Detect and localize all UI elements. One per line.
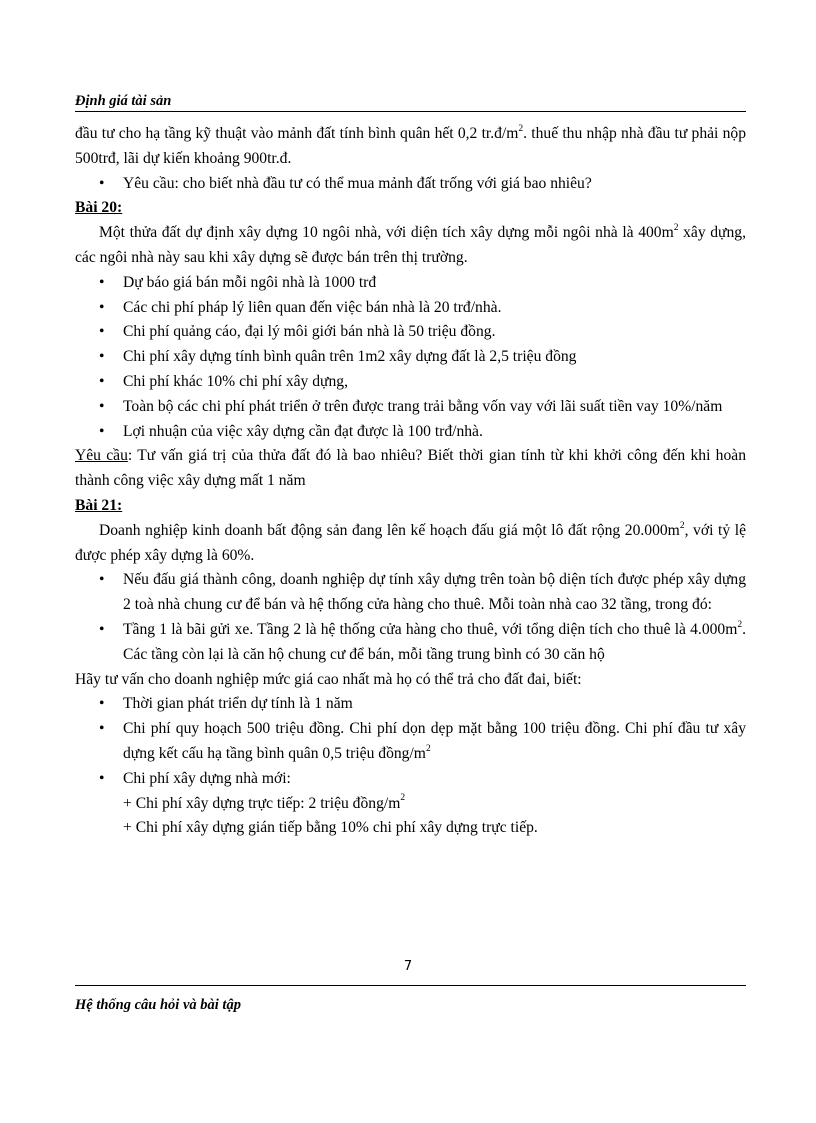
intro-bullet: • Yêu cầu: cho biết nhà đầu tư có thể mua mảnh đất trống với giá bao nhiêu? bbox=[75, 172, 746, 197]
intro-paragraph: đầu tư cho hạ tầng kỹ thuật vào mảnh đất tính bình quân hết 0,2 $tr.đ/m^2$. thuế thu nhập nhà đầu tư phải nộp 500trđ, lãi dự kiến khoảng 900tr.đ. bbox=[75, 123, 746, 167]
bai20-title: Bài 20: bbox=[75, 199, 123, 217]
list-item: • Chi phí quy hoạch 500 triệu đồng. Chi phí dọn dẹp mặt bằng 100 triệu đồng. Chi phí đầu tư xây dựng kết cấu hạ tầng bình quân 0,5 triệu đồng/$m^2$ bbox=[75, 717, 746, 767]
bullet-glyph: • bbox=[99, 323, 105, 341]
list-item: • Nếu đấu giá thành công, doanh nghiệp dự tính xây dựng trên toàn bộ diện tích được phép xây dựng 2 toà nhà chung cư để bán và hệ thống cửa hàng cho thuê. Mỗi toàn nhà cao 32 tầng, trong đó: bbox=[75, 568, 746, 618]
list-item: • Các chi phí pháp lý liên quan đến việc bán nhà là 20 trđ/nhà. bbox=[75, 296, 746, 321]
list-item: • Toàn bộ các chi phí phát triển ở trên được trang trải bằng vốn vay với lãi suất tiền vay 10%/năm bbox=[75, 395, 746, 420]
bai20-paragraph: Một thửa đất dự định xây dựng 10 ngôi nhà, với diện tích xây dựng mỗi ngôi nhà là $400m^2$ xây dựng, các ngôi nhà này sau khi xây dựng sẽ được bán trên thị trường. bbox=[75, 223, 746, 266]
sub-item: + Chi phí xây dựng gián tiếp bằng 10% chi phí xây dựng trực tiếp. bbox=[123, 819, 538, 837]
list-item: • Chi phí khác 10% chi phí xây dựng, bbox=[75, 370, 746, 395]
page-number: 7 bbox=[403, 959, 413, 974]
bullet-glyph: • bbox=[99, 571, 105, 589]
bai21-ask: Hãy tư vấn cho doanh nghiệp mức giá cao nhất mà họ có thể trả cho đất đai, biết: bbox=[75, 670, 582, 688]
page-body bbox=[75, 122, 746, 841]
list-item: • Thời gian phát triển dự tính là 1 năm bbox=[75, 692, 746, 717]
list-item: • Chi phí xây dựng tính bình quân trên 1m2 xây dựng đất là 2,5 triệu đồng bbox=[75, 345, 746, 370]
bullet-glyph: • bbox=[99, 720, 105, 738]
bullet-glyph: • bbox=[99, 695, 105, 713]
list-item: • Lợi nhuận của việc xây dựng cần đạt được là 100 trđ/nhà. bbox=[75, 420, 746, 445]
bai20-requirement: Yêu cầu: Tư vấn giá trị của thửa đất đó là bao nhiêu? Biết thời gian tính từ khi khởi công đến khi hoàn thành công việc xây dựng mất 1 năm bbox=[75, 447, 746, 490]
bai21-title: Bài 21: bbox=[75, 496, 123, 514]
page-header-title: Định giá tài sản bbox=[75, 93, 172, 109]
list-item: • Dự báo giá bán mỗi ngôi nhà là 1000 trđ bbox=[75, 271, 746, 296]
bullet-glyph: • bbox=[99, 348, 105, 366]
bullet-glyph: • bbox=[99, 769, 105, 787]
bullet-glyph: • bbox=[99, 273, 105, 291]
bullet-glyph: • bbox=[99, 372, 105, 390]
bullet-glyph: • bbox=[99, 422, 105, 440]
bullet-glyph: • bbox=[99, 620, 105, 638]
list-item: • Tầng 1 là bãi gửi xe. Tầng 2 là hệ thống cửa hàng cho thuê, với tổng diện tích cho thuê là $4.000m^2$. Các tầng còn lại là căn hộ chung cư để bán, mỗi tầng trung bình có 30 căn hộ bbox=[99, 619, 746, 663]
bullet-glyph: • bbox=[99, 174, 105, 192]
bullet-glyph: • bbox=[99, 298, 105, 316]
bai21-paragraph: Doanh nghiệp kinh doanh bất động sản đang lên kế hoạch đấu giá một lô đất rộng $20.000m^2$, với tỷ lệ được phép xây dựng là 60%. bbox=[75, 520, 746, 564]
header-rule bbox=[75, 111, 746, 112]
page-footer-title: Hệ thống câu hỏi và bài tập bbox=[75, 997, 241, 1013]
footer-rule bbox=[75, 985, 746, 986]
bullet-glyph: • bbox=[99, 397, 105, 415]
sub-item: + Chi phí xây dựng trực tiếp: 2 triệu đồng/$m^2$ bbox=[123, 793, 406, 812]
requirement-label: Yêu cầu bbox=[75, 447, 128, 465]
list-item: • Chi phí quảng cáo, đại lý môi giới bán nhà là 50 triệu đồng. bbox=[75, 320, 746, 345]
list-item: • Chi phí xây dựng nhà mới: bbox=[75, 767, 746, 792]
